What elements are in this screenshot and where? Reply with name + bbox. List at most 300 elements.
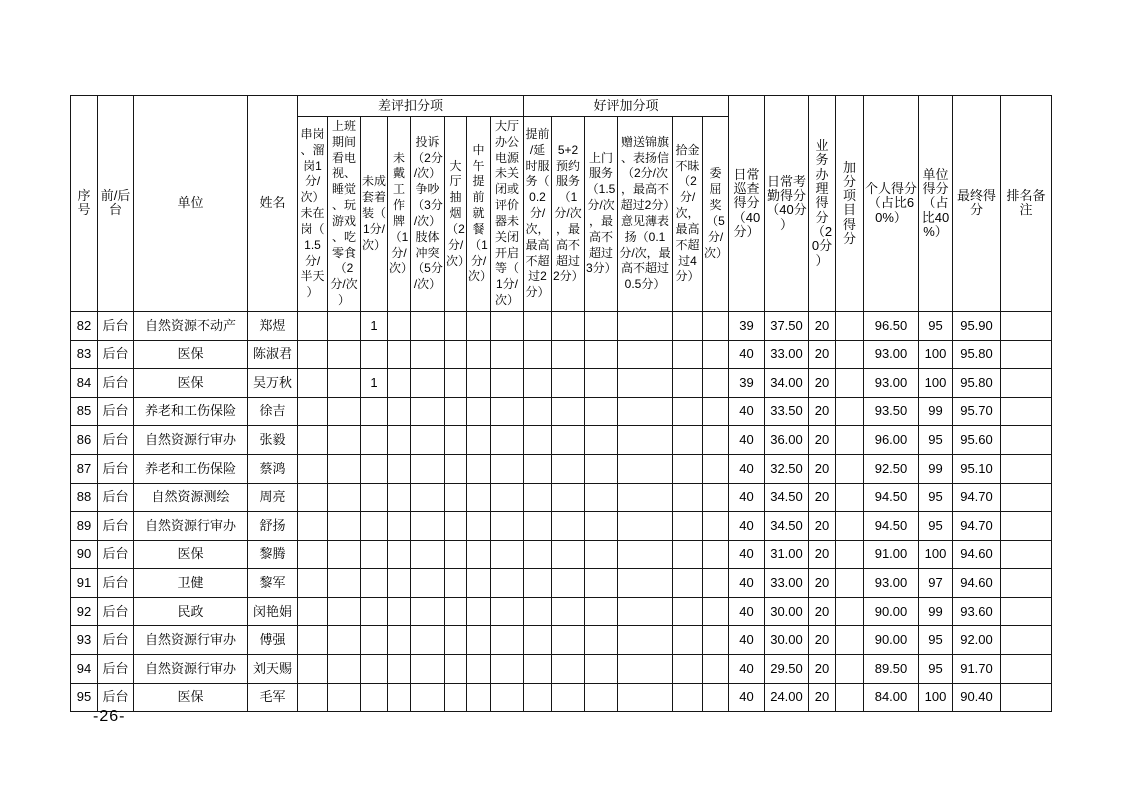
cell-deduction (411, 683, 445, 712)
cell-bonus (585, 655, 618, 684)
cell-deduction (388, 369, 411, 398)
cell-personal-score: 96.50 (864, 311, 919, 340)
cell-bonus (703, 655, 729, 684)
header-group-row (71, 96, 1052, 117)
cell-name: 徐吉 (248, 397, 298, 426)
cell-bonus (524, 454, 552, 483)
table-row (71, 426, 1052, 455)
table-row (71, 626, 1052, 655)
cell-rank-remarks (1001, 597, 1052, 626)
cell-bonus-score (836, 569, 864, 598)
cell-deduction (298, 655, 328, 684)
cell-deduction (328, 512, 361, 541)
cell-daily-patrol-score: 39 (729, 369, 765, 398)
col-header-deduction-tv-sleep: 上班期间看电视、睡觉、玩游戏、吃零食（2分/次） (328, 117, 361, 312)
cell-bonus (618, 569, 673, 598)
cell-bonus (585, 340, 618, 369)
cell-business-score: 20 (809, 597, 836, 626)
cell-personal-score: 94.50 (864, 512, 919, 541)
cell-daily-patrol-score: 40 (729, 483, 765, 512)
cell-bonus-score (836, 683, 864, 712)
col-header-deduction-uniform: 未成套着装（1分/次） (361, 117, 388, 312)
cell-deduction (361, 683, 388, 712)
cell-unit: 医保 (134, 683, 248, 712)
cell-final-score: 94.70 (953, 483, 1001, 512)
cell-personal-score: 94.50 (864, 483, 919, 512)
cell-bonus (585, 626, 618, 655)
group-header-deduction: 差评扣分项 (298, 96, 524, 117)
cell-deduction (388, 569, 411, 598)
cell-bonus (524, 340, 552, 369)
cell-deduction (445, 569, 467, 598)
col-header-attendance-score: 日常考勤得分（40分） (765, 96, 809, 312)
cell-deduction (491, 683, 524, 712)
cell-unit-score: 100 (919, 540, 953, 569)
col-header-deduction-power: 大厅办公电源未关闭或评价器未关闭开启等（1分/次） (491, 117, 524, 312)
cell-seq: 91 (71, 569, 98, 598)
cell-bonus (703, 683, 729, 712)
cell-bonus (585, 512, 618, 541)
cell-attendance-score: 34.00 (765, 369, 809, 398)
cell-deduction (388, 626, 411, 655)
cell-deduction (328, 369, 361, 398)
cell-unit-score: 95 (919, 483, 953, 512)
table-row (71, 655, 1052, 684)
cell-unit: 医保 (134, 369, 248, 398)
cell-position: 后台 (98, 483, 134, 512)
cell-bonus (524, 483, 552, 512)
cell-deduction (388, 397, 411, 426)
cell-deduction (328, 483, 361, 512)
cell-deduction (388, 683, 411, 712)
cell-bonus (552, 426, 585, 455)
cell-seq: 86 (71, 426, 98, 455)
cell-deduction (491, 454, 524, 483)
col-header-bonus-5plus2: 5+2预约服务（1分/次，最高不超过2分） (552, 117, 585, 312)
cell-deduction (467, 311, 491, 340)
cell-bonus (618, 655, 673, 684)
cell-deduction (328, 340, 361, 369)
cell-seq: 89 (71, 512, 98, 541)
cell-deduction (328, 397, 361, 426)
cell-daily-patrol-score: 40 (729, 569, 765, 598)
table-body (71, 311, 1052, 711)
table-row (71, 512, 1052, 541)
col-header-personal-score: 个人得分（占比60%） (864, 96, 919, 312)
cell-deduction (298, 454, 328, 483)
cell-bonus (552, 540, 585, 569)
cell-seq: 90 (71, 540, 98, 569)
cell-deduction (328, 454, 361, 483)
table-row (71, 597, 1052, 626)
cell-bonus (703, 569, 729, 598)
cell-bonus-score (836, 397, 864, 426)
cell-final-score: 94.70 (953, 512, 1001, 541)
cell-bonus (703, 597, 729, 626)
cell-bonus (552, 340, 585, 369)
cell-personal-score: 91.00 (864, 540, 919, 569)
cell-deduction (298, 512, 328, 541)
cell-bonus (552, 311, 585, 340)
cell-deduction (491, 483, 524, 512)
cell-seq: 95 (71, 683, 98, 712)
cell-deduction (445, 597, 467, 626)
cell-deduction (411, 426, 445, 455)
cell-unit-score: 95 (919, 655, 953, 684)
col-header-daily-patrol-score: 日常巡查得分（40分） (729, 96, 765, 312)
cell-deduction (491, 369, 524, 398)
col-header-seq: 序号 (71, 96, 98, 312)
cell-bonus (552, 512, 585, 541)
cell-deduction (491, 597, 524, 626)
cell-unit: 医保 (134, 540, 248, 569)
cell-bonus (673, 397, 703, 426)
col-header-bonus-banner: 赠送锦旗、表扬信（2分/次，最高不超过2分）意见薄表扬（0.1分/次，最高不超过0.5分） (618, 117, 673, 312)
cell-deduction (467, 512, 491, 541)
cell-attendance-score: 31.00 (765, 540, 809, 569)
cell-seq: 93 (71, 626, 98, 655)
cell-seq: 84 (71, 369, 98, 398)
cell-personal-score: 90.00 (864, 597, 919, 626)
cell-bonus (618, 454, 673, 483)
cell-daily-patrol-score: 40 (729, 626, 765, 655)
cell-deduction (298, 626, 328, 655)
cell-daily-patrol-score: 40 (729, 540, 765, 569)
cell-business-score: 20 (809, 540, 836, 569)
cell-bonus (618, 540, 673, 569)
cell-bonus (585, 683, 618, 712)
cell-rank-remarks (1001, 626, 1052, 655)
col-header-bonus-score: 加分项目得分 (836, 96, 864, 312)
cell-bonus (618, 597, 673, 626)
cell-deduction (388, 454, 411, 483)
cell-bonus (585, 426, 618, 455)
cell-bonus (703, 512, 729, 541)
cell-seq: 85 (71, 397, 98, 426)
cell-attendance-score: 33.50 (765, 397, 809, 426)
cell-bonus (673, 512, 703, 541)
cell-deduction (361, 597, 388, 626)
cell-bonus (618, 369, 673, 398)
cell-business-score: 20 (809, 397, 836, 426)
cell-seq: 94 (71, 655, 98, 684)
table-row (71, 683, 1052, 712)
cell-bonus (703, 369, 729, 398)
cell-bonus (585, 397, 618, 426)
cell-deduction (467, 655, 491, 684)
cell-bonus-score (836, 340, 864, 369)
cell-unit: 自然资源行审办 (134, 426, 248, 455)
cell-seq: 87 (71, 454, 98, 483)
cell-bonus (524, 397, 552, 426)
cell-deduction (388, 311, 411, 340)
cell-bonus (552, 454, 585, 483)
cell-name: 吴万秋 (248, 369, 298, 398)
cell-name: 周亮 (248, 483, 298, 512)
cell-business-score: 20 (809, 683, 836, 712)
cell-bonus-score (836, 454, 864, 483)
cell-deduction (298, 426, 328, 455)
cell-unit: 民政 (134, 597, 248, 626)
cell-deduction (298, 340, 328, 369)
cell-business-score: 20 (809, 655, 836, 684)
cell-bonus (552, 626, 585, 655)
cell-deduction (298, 569, 328, 598)
cell-bonus-score (836, 426, 864, 455)
cell-rank-remarks (1001, 426, 1052, 455)
cell-business-score: 20 (809, 454, 836, 483)
cell-deduction (298, 683, 328, 712)
cell-final-score: 95.80 (953, 369, 1001, 398)
cell-deduction (411, 340, 445, 369)
col-header-name: 姓名 (248, 96, 298, 312)
cell-unit: 卫健 (134, 569, 248, 598)
cell-deduction (361, 569, 388, 598)
cell-daily-patrol-score: 40 (729, 340, 765, 369)
cell-deduction (491, 311, 524, 340)
cell-deduction (388, 426, 411, 455)
cell-seq: 83 (71, 340, 98, 369)
cell-bonus (585, 369, 618, 398)
cell-deduction (467, 369, 491, 398)
cell-daily-patrol-score: 40 (729, 426, 765, 455)
cell-deduction (491, 655, 524, 684)
cell-deduction (411, 397, 445, 426)
cell-deduction (467, 569, 491, 598)
cell-deduction (467, 626, 491, 655)
cell-unit: 自然资源行审办 (134, 512, 248, 541)
cell-business-score: 20 (809, 569, 836, 598)
col-header-rank-remarks: 排名备注 (1001, 96, 1052, 312)
cell-deduction (361, 454, 388, 483)
cell-attendance-score: 30.00 (765, 626, 809, 655)
cell-position: 后台 (98, 569, 134, 598)
table-row (71, 454, 1052, 483)
cell-bonus (703, 454, 729, 483)
cell-deduction (491, 340, 524, 369)
cell-daily-patrol-score: 40 (729, 655, 765, 684)
cell-deduction (361, 626, 388, 655)
cell-personal-score: 90.00 (864, 626, 919, 655)
cell-deduction (467, 483, 491, 512)
cell-deduction (328, 569, 361, 598)
cell-bonus-score (836, 626, 864, 655)
cell-rank-remarks (1001, 483, 1052, 512)
cell-bonus (524, 597, 552, 626)
cell-rank-remarks (1001, 569, 1052, 598)
cell-bonus (585, 569, 618, 598)
cell-bonus-score (836, 540, 864, 569)
cell-deduction (467, 683, 491, 712)
cell-unit-score: 97 (919, 569, 953, 598)
cell-bonus (524, 426, 552, 455)
page-number: -26- (93, 708, 126, 725)
cell-deduction (445, 540, 467, 569)
cell-deduction (411, 540, 445, 569)
cell-attendance-score: 29.50 (765, 655, 809, 684)
cell-deduction (445, 397, 467, 426)
cell-unit-score: 95 (919, 512, 953, 541)
cell-bonus (552, 397, 585, 426)
cell-bonus (703, 340, 729, 369)
cell-rank-remarks (1001, 397, 1052, 426)
cell-name: 黎军 (248, 569, 298, 598)
cell-attendance-score: 34.50 (765, 483, 809, 512)
cell-unit: 自然资源行审办 (134, 655, 248, 684)
cell-business-score: 20 (809, 426, 836, 455)
cell-deduction (361, 426, 388, 455)
cell-bonus (673, 369, 703, 398)
cell-bonus (585, 597, 618, 626)
cell-bonus (673, 569, 703, 598)
cell-personal-score: 89.50 (864, 655, 919, 684)
cell-deduction (411, 483, 445, 512)
cell-personal-score: 84.00 (864, 683, 919, 712)
cell-bonus-score (836, 483, 864, 512)
col-header-bonus-home-service: 上门服务（1.5分/次，最高不超过3分） (585, 117, 618, 312)
cell-position: 后台 (98, 626, 134, 655)
cell-bonus (552, 569, 585, 598)
score-table (70, 95, 1052, 712)
cell-bonus (585, 454, 618, 483)
cell-bonus (618, 483, 673, 512)
cell-seq: 88 (71, 483, 98, 512)
cell-bonus (552, 369, 585, 398)
cell-name: 闵艳娟 (248, 597, 298, 626)
table-row (71, 340, 1052, 369)
cell-deduction (298, 311, 328, 340)
cell-name: 刘天赐 (248, 655, 298, 684)
cell-name: 舒扬 (248, 512, 298, 541)
cell-attendance-score: 33.00 (765, 569, 809, 598)
cell-attendance-score: 24.00 (765, 683, 809, 712)
cell-deduction (445, 512, 467, 541)
cell-position: 后台 (98, 512, 134, 541)
cell-bonus (673, 626, 703, 655)
cell-name: 黎腾 (248, 540, 298, 569)
cell-deduction (298, 397, 328, 426)
cell-deduction (298, 597, 328, 626)
cell-deduction (298, 540, 328, 569)
col-header-bonus-lost-found: 拾金不昧（2分/次，最高不超过4分） (673, 117, 703, 312)
cell-daily-patrol-score: 39 (729, 311, 765, 340)
cell-deduction: 1 (361, 369, 388, 398)
col-header-bonus-extended-service: 提前/延时服务（0.2分/次，最高不超过2分） (524, 117, 552, 312)
cell-position: 后台 (98, 426, 134, 455)
cell-unit-score: 95 (919, 311, 953, 340)
cell-deduction: 1 (361, 311, 388, 340)
cell-deduction (298, 369, 328, 398)
cell-personal-score: 92.50 (864, 454, 919, 483)
cell-unit-score: 99 (919, 397, 953, 426)
cell-final-score: 90.40 (953, 683, 1001, 712)
cell-bonus (618, 311, 673, 340)
cell-seq: 82 (71, 311, 98, 340)
col-header-position: 前/后台 (98, 96, 134, 312)
cell-bonus (552, 655, 585, 684)
cell-bonus (673, 454, 703, 483)
cell-unit-score: 95 (919, 626, 953, 655)
cell-final-score: 93.60 (953, 597, 1001, 626)
table-row (71, 397, 1052, 426)
cell-bonus (552, 483, 585, 512)
cell-unit: 医保 (134, 340, 248, 369)
cell-deduction (298, 483, 328, 512)
cell-personal-score: 96.00 (864, 426, 919, 455)
cell-deduction (491, 512, 524, 541)
cell-bonus (618, 626, 673, 655)
cell-deduction (411, 569, 445, 598)
cell-final-score: 95.60 (953, 426, 1001, 455)
cell-deduction (411, 512, 445, 541)
cell-deduction (467, 397, 491, 426)
cell-personal-score: 93.00 (864, 369, 919, 398)
cell-bonus (524, 626, 552, 655)
cell-bonus (673, 340, 703, 369)
cell-bonus (524, 311, 552, 340)
cell-deduction (445, 626, 467, 655)
col-header-bonus-grievance: 委屈奖（5分/次） (703, 117, 729, 312)
cell-bonus (618, 426, 673, 455)
col-header-deduction-complaint: 投诉（2分/次）争吵（3分/次）肢体冲突（5分/次） (411, 117, 445, 312)
cell-deduction (491, 569, 524, 598)
cell-deduction (411, 311, 445, 340)
cell-bonus (524, 540, 552, 569)
cell-unit-score: 100 (919, 369, 953, 398)
table-row (71, 369, 1052, 398)
cell-name: 毛军 (248, 683, 298, 712)
cell-bonus (673, 483, 703, 512)
cell-bonus (618, 340, 673, 369)
cell-daily-patrol-score: 40 (729, 454, 765, 483)
cell-rank-remarks (1001, 340, 1052, 369)
cell-unit: 自然资源测绘 (134, 483, 248, 512)
cell-name: 蔡鸿 (248, 454, 298, 483)
cell-business-score: 20 (809, 311, 836, 340)
cell-rank-remarks (1001, 655, 1052, 684)
cell-deduction (388, 483, 411, 512)
cell-rank-remarks (1001, 540, 1052, 569)
cell-bonus (673, 597, 703, 626)
cell-name: 陈淑君 (248, 340, 298, 369)
cell-deduction (467, 597, 491, 626)
cell-bonus-score (836, 597, 864, 626)
cell-business-score: 20 (809, 369, 836, 398)
cell-deduction (467, 426, 491, 455)
cell-daily-patrol-score: 40 (729, 683, 765, 712)
cell-deduction (388, 340, 411, 369)
cell-bonus (552, 683, 585, 712)
cell-final-score: 95.10 (953, 454, 1001, 483)
col-header-deduction-early-lunch: 中午提前就餐（1分/次） (467, 117, 491, 312)
cell-deduction (388, 655, 411, 684)
cell-daily-patrol-score: 40 (729, 512, 765, 541)
cell-unit: 自然资源不动产 (134, 311, 248, 340)
cell-bonus (618, 397, 673, 426)
cell-bonus (673, 655, 703, 684)
table-row (71, 569, 1052, 598)
cell-deduction (467, 540, 491, 569)
cell-deduction (445, 683, 467, 712)
cell-deduction (388, 597, 411, 626)
cell-deduction (411, 626, 445, 655)
table-row (71, 311, 1052, 340)
cell-name: 郑煜 (248, 311, 298, 340)
cell-deduction (361, 397, 388, 426)
cell-bonus (585, 311, 618, 340)
cell-position: 后台 (98, 597, 134, 626)
cell-name: 张毅 (248, 426, 298, 455)
